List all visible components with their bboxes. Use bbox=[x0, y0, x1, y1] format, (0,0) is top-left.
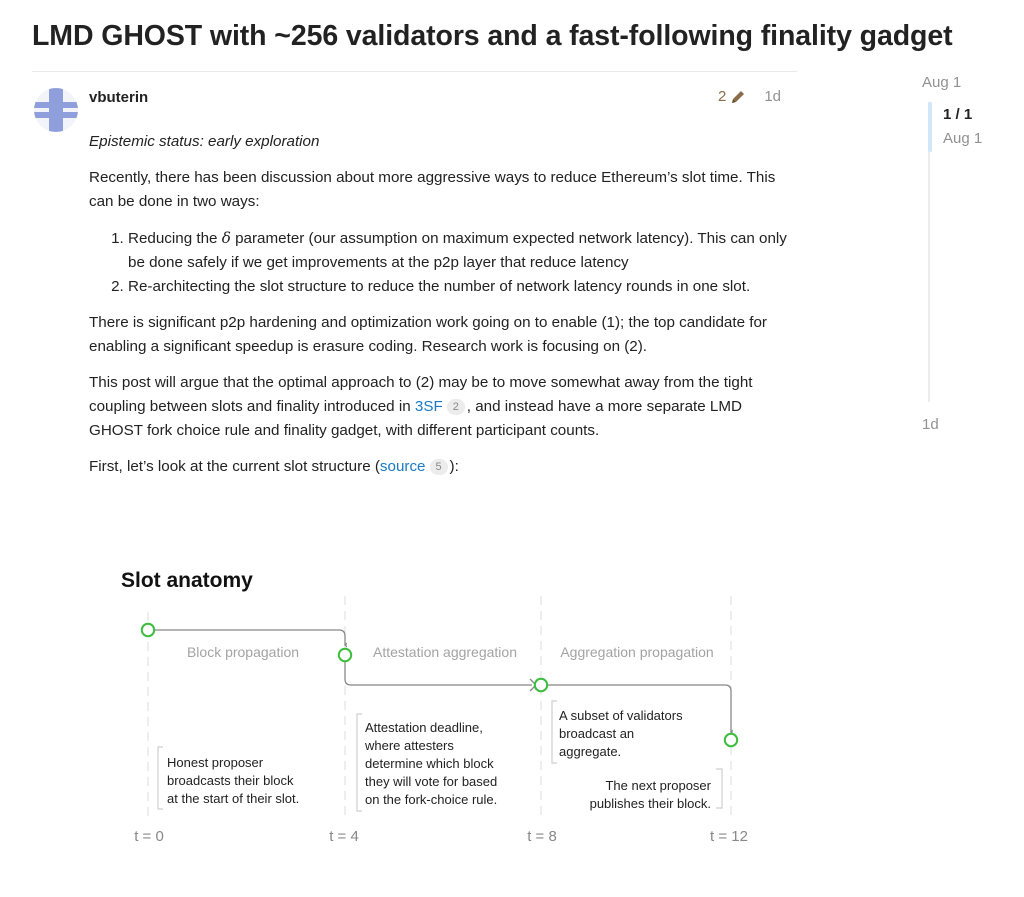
note-t8-line: A subset of validators bbox=[559, 708, 683, 723]
avatar[interactable] bbox=[34, 88, 78, 132]
marker-t4 bbox=[339, 649, 351, 661]
tick-t4: t = 4 bbox=[329, 828, 359, 845]
phase-block-propagation: Block propagation bbox=[186, 644, 300, 660]
arrow-attestation-aggregation bbox=[345, 661, 532, 685]
timeline-handle[interactable] bbox=[928, 102, 932, 152]
ordered-list bbox=[89, 226, 789, 299]
paragraph-p2p: There is significant p2p hardening and optimization work going on to enable (1); the top candidate for enabling a significant speedup is erasure coding. Research work is focusing on (2). bbox=[89, 314, 767, 355]
timeline-end-date[interactable]: 1d bbox=[922, 416, 939, 433]
note-t4-line: they will vote for based bbox=[365, 774, 498, 789]
p3-post: , and instead have a more separate LMD GHOST fork choice rule and finality gadget, with different participant counts. bbox=[89, 398, 742, 439]
marker-t12 bbox=[725, 734, 737, 746]
arrow-block-propagation bbox=[155, 630, 345, 645]
bracket-t4 bbox=[357, 714, 362, 811]
topic-title[interactable]: LMD GHOST with ~256 validators and a fast-following finality gadget bbox=[32, 20, 953, 52]
paragraph-argument bbox=[89, 371, 789, 443]
timeline-position: 1 / 1 bbox=[943, 106, 973, 123]
timeline-handle-date: Aug 1 bbox=[943, 130, 983, 147]
delta-symbol: δ bbox=[221, 229, 231, 247]
tick-t0: t = 0 bbox=[134, 828, 164, 845]
title-divider bbox=[32, 71, 797, 72]
note-t0-line: broadcasts their block bbox=[167, 773, 294, 788]
note-t12-line: The next proposer bbox=[605, 778, 711, 793]
note-t4-line: determine which block bbox=[365, 756, 494, 771]
link-3sf-click-count: 2 bbox=[447, 399, 465, 415]
list-item: 2. Re-architecting the slot structure to reduce the number of network latency rounds in one slot. bbox=[128, 275, 789, 299]
timeline-start-date[interactable]: Aug 1 bbox=[922, 74, 962, 91]
note-t8-line: broadcast an bbox=[559, 726, 635, 741]
edit-history-button[interactable] bbox=[718, 88, 746, 105]
phase-attestation-aggregation: Attestation aggregation bbox=[373, 644, 517, 660]
pencil-icon bbox=[730, 89, 746, 105]
marker-t0 bbox=[142, 624, 154, 636]
tick-t12: t = 12 bbox=[710, 828, 748, 845]
link-source[interactable]: source bbox=[379, 458, 426, 475]
avatar-image bbox=[34, 88, 78, 132]
note-t4-line: Attestation deadline, bbox=[365, 720, 483, 735]
post-date[interactable]: 1d bbox=[764, 88, 782, 105]
note-t4-line: on the fork-choice rule. bbox=[365, 792, 498, 807]
link-source-click-count: 5 bbox=[430, 459, 448, 475]
slot-anatomy-image[interactable] bbox=[100, 554, 790, 864]
paragraph-slot-structure bbox=[89, 455, 789, 479]
list-item-1-pre: Reducing the bbox=[128, 230, 222, 247]
note-t8-line: aggregate. bbox=[559, 744, 622, 759]
post-meta bbox=[718, 88, 781, 105]
p4-post: ): bbox=[449, 458, 459, 475]
marker-t8 bbox=[535, 679, 547, 691]
list-item-1-post: parameter (our assumption on maximum expected network latency). This can only be done safely if we get improvements at the p2p layer that reduce latency bbox=[128, 230, 787, 271]
note-t0-line: Honest proposer bbox=[167, 755, 264, 770]
post-username[interactable]: vbuterin bbox=[89, 89, 149, 106]
paragraph-intro: Recently, there has been discussion about more aggressive ways to reduce Ethereum’s slot time. This can be done in two ways: bbox=[89, 169, 776, 210]
link-3sf[interactable]: 3SF bbox=[414, 398, 443, 415]
figure-title: Slot anatomy bbox=[121, 569, 253, 592]
post-body bbox=[89, 130, 789, 491]
note-t12-line: publishes their block. bbox=[589, 796, 711, 811]
note-t0-line: at the start of their slot. bbox=[167, 791, 300, 806]
slot-anatomy-diagram bbox=[100, 554, 790, 864]
phase-aggregation-propagation: Aggregation propagation bbox=[560, 644, 714, 660]
list-item bbox=[128, 226, 789, 275]
epistemic-status: Epistemic status: early exploration bbox=[89, 133, 320, 150]
bracket-t8 bbox=[552, 701, 557, 763]
note-t4-line: where attesters bbox=[365, 738, 454, 753]
edit-count: 2 bbox=[718, 88, 727, 105]
p3-pre: This post will argue that the optimal approach to (2) may be to move somewhat away from the tight coupling between slots and finality introduced in bbox=[89, 374, 753, 415]
tick-t8: t = 8 bbox=[527, 828, 557, 845]
bracket-t0 bbox=[158, 747, 163, 809]
p4-pre: First, let’s look at the current slot structure ( bbox=[89, 458, 380, 475]
bracket-t12 bbox=[716, 769, 722, 808]
topic-timeline bbox=[920, 72, 1010, 442]
